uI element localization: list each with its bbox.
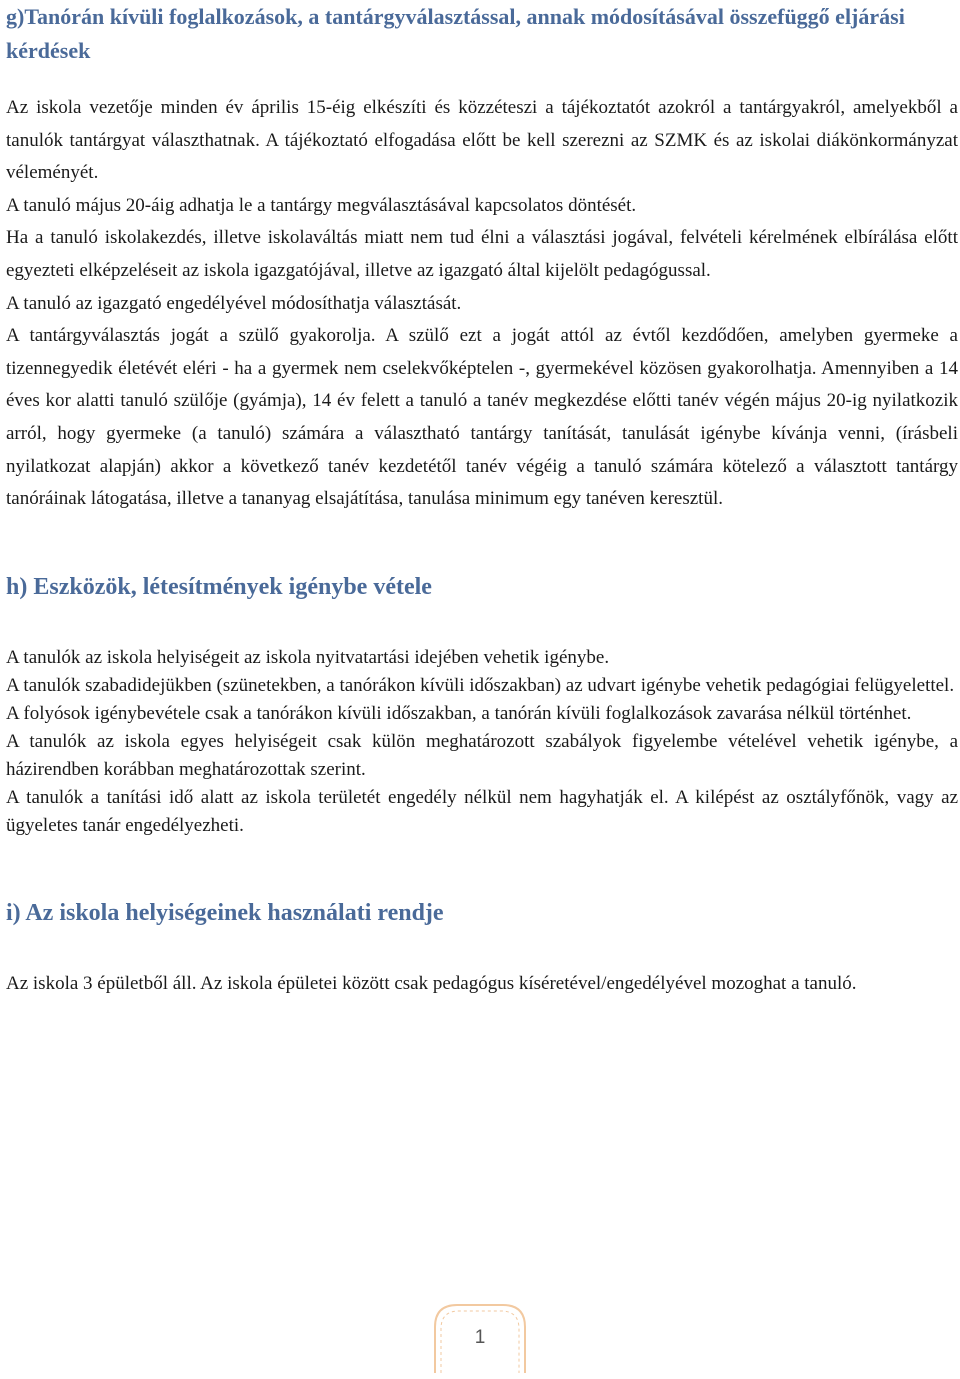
section-h-paragraph: A tanulók az iskola helyiségeit az iskola nyitvatartási idejében vehetik igénybe.	[6, 646, 610, 668]
section-h-paragraph: A folyósok igénybevétele csak a tanórákon kívüli időszakban, a tanórán kívüli foglalkozások zavarása nélkül történhet.	[6, 702, 912, 724]
section-i-paragraph: Az iskola 3 épületből áll. Az iskola épületei között csak pedagógus kíséretével/engedélyével mozoghat a tanuló.	[6, 972, 857, 994]
section-g-heading: g)Tanórán kívüli foglalkozások, a tantárgyválasztással, annak módosításával összefüggő eljárási kérdések	[6, 4, 905, 63]
section-h-paragraph: A tanulók szabadidejükben (szünetekben, a tanórákon kívüli időszakban) az udvart igénybe vehetik pedagógiai felügyelettel.	[6, 674, 955, 696]
section-g-paragraph: A tantárgyválasztás jogát a szülő gyakorolja. A szülő ezt a jogát attól az évtől kezdődően, amelyben gyermeke a tizennegyedik életévét eléri - ha a gyermek nem cselekvőképtelen -, gyermekével közösen gyakorolhatja. Amennyiben a 14 éves kor alatti tanuló szülője (gyámja), 14 év felett a tanuló a tanév megkezdése előtti tanév végén május 20-ig nyilatkozik arról, hogy gyermeke (a tanuló) számára a választható tantárgy tanítását, tanulását igénybe kívánja venni, (írásbeli nyilatkozat alapján) akkor a következő tanév kezdetétől tanév végéig a tanuló számára kötelező a választott tantárgy tanóráinak látogatása, illetve a tananyag elsajátítása, tanulása minimum egy tanéven keresztül.	[6, 325, 958, 510]
page-number-badge	[427, 1297, 533, 1373]
section-g-paragraph: Az iskola vezetője minden év április 15-éig elkészíti és közzéteszi a tájékoztatót azokról a tantárgyakról, amelyekből a tanulók tantárgyat választhatnak. A tájékoztató elfogadása előtt be kell szerezni az SZMK és az iskolai diákönkormányzat véleményét.	[6, 97, 958, 184]
section-g-paragraph: A tanuló az igazgató engedélyével módosíthatja választását.	[6, 292, 462, 314]
page-number: 1	[474, 1327, 486, 1348]
section-g-paragraph: A tanuló május 20-áig adhatja le a tantárgy megválasztásával kapcsolatos döntését.	[6, 194, 637, 216]
document-page	[6, 0, 958, 998]
section-i-heading: i) Az iskola helyiségeinek használati rendje	[6, 899, 444, 926]
section-h-body	[6, 644, 958, 840]
section-i-body	[6, 970, 958, 998]
section-g-paragraph: Ha a tanuló iskolakezdés, illetve iskolaváltás miatt nem tud élni a választási jogával, felvételi kérelmének elbírálása előtt egyezteti elképzeléseit az iskola igazgatójával, illetve az igazgató által kijelölt pedagógussal.	[6, 227, 958, 281]
section-h-paragraph: A tanulók az iskola egyes helyiségeit csak külön meghatározott szabályok figyelembe vételével vehetik igénybe, a házirendben korábban meghatározottak szerint.	[6, 730, 958, 780]
section-g-body	[6, 92, 958, 516]
section-h-heading: h) Eszközök, létesítmények igénybe vétele	[6, 573, 432, 600]
section-h-paragraph: A tanulók a tanítási idő alatt az iskola területét engedély nélkül nem hagyhatják el. A kilépést az osztályfőnök, vagy az ügyeletes tanár engedélyezheti.	[6, 786, 958, 836]
